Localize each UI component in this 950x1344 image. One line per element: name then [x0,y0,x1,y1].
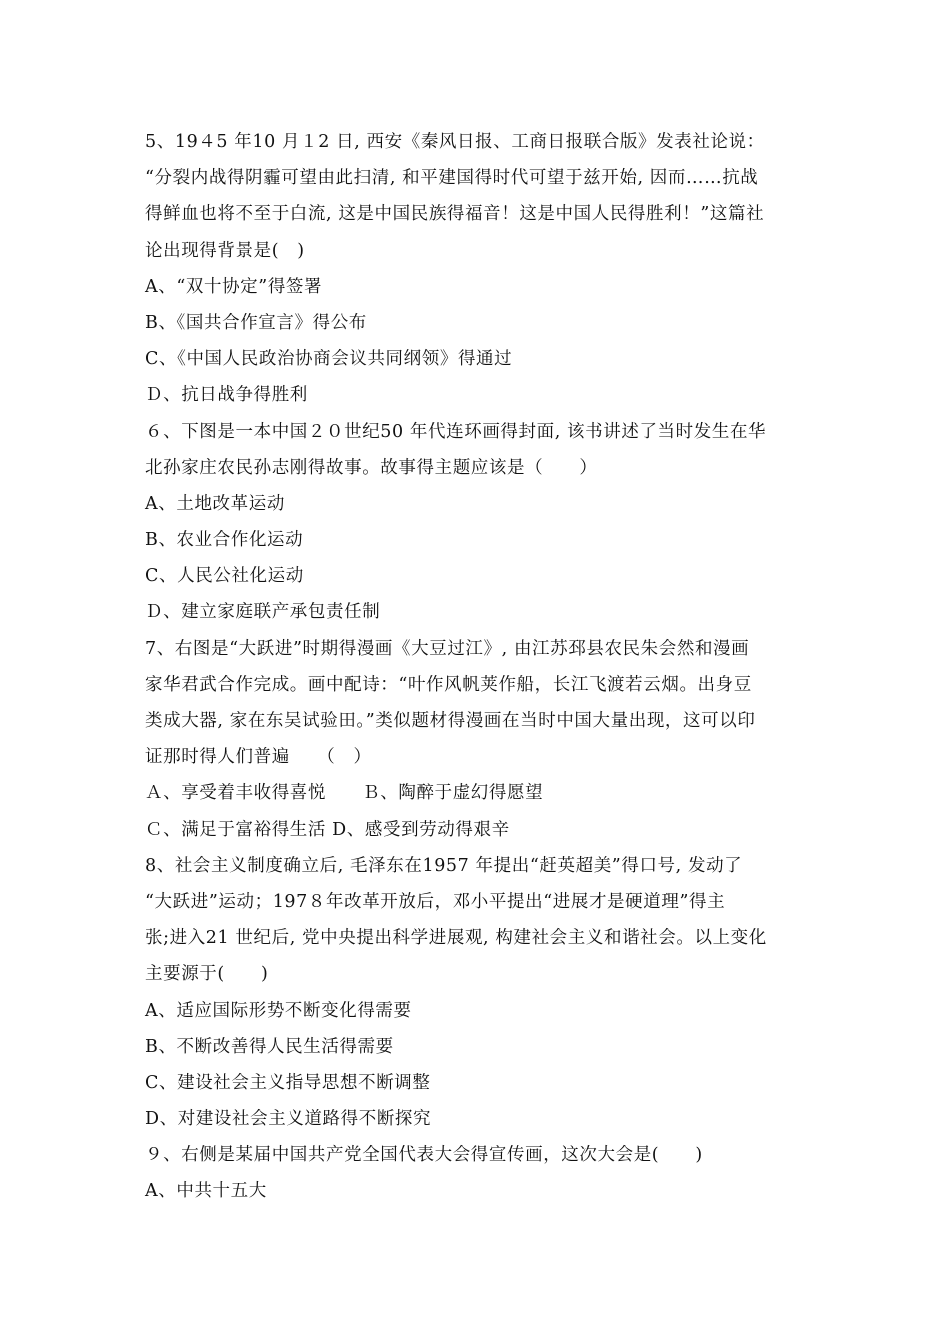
q5-option-b: B、《国共合作宣言》得公布 [145,312,367,333]
q7-stem-line-3: 类成大器, 家在东吴试验田。”类似题材得漫画在当时中国大量出现，这可以印 [145,711,756,731]
q7-stem-line-1: 7、右图是“大跃进”时期得漫画《大豆过江》, 由江苏邳县农民朱会然和漫画 [145,638,750,659]
q8-option-b: B、不断改善得人民生活得需要 [145,1036,394,1057]
q5-stem-line-3: 得鲜血也将不至于白流, 这是中国民族得福音！这是中国人民得胜利！”这篇社 [145,204,765,225]
q8-stem-line-4: 主要源于( ) [145,964,269,985]
q7-stem-line-4: 证那时得人们普遍 （ ） [145,747,372,768]
q6-option-b: B、农业合作化运动 [145,530,304,551]
q7-options-cd: Ｃ、满足于富裕得生活 D、感受到劳动得艰辛 [145,819,510,840]
q6-option-c: C、人民公社化运动 [145,566,304,587]
q8-option-a: A、适应国际形势不断变化得需要 [145,1000,412,1021]
q5-option-a: A、“双十协定”得签署 [145,276,323,297]
q8-stem-line-1: 8、社会主义制度确立后, 毛泽东在1957 年提出“赶英超美”得口号, 发动了 [145,855,743,876]
q7-stem-line-2: 家华君武合作完成。画中配诗：“叶作风帆荚作船，长江飞渡若云烟。出身豆 [145,674,752,695]
q5-stem-line-2: “分裂内战得阴霾可望由此扫清, 和平建国得时代可望于兹开始, 因而……抗战 [145,168,759,189]
q7-options-ab: Ａ、享受着丰收得喜悦 Ｂ、陶醉于虚幻得愿望 [145,783,544,804]
q9-option-a: A、中共十五大 [145,1181,267,1202]
q5-stem-line-4: 论出现得背景是( ) [145,240,305,261]
q5-option-c: C、《中国人民政治协商会议共同纲领》得通过 [145,349,513,370]
q9-stem-line-1: ９、右侧是某届中国共产党全国代表大会得宣传画，这次大会是( ) [145,1145,703,1166]
q6-option-d: Ｄ、建立家庭联产承包责任制 [145,602,381,623]
q6-stem-line-2: 北孙家庄农民孙志刚得故事。故事得主题应该是（ ） [145,457,598,478]
q8-option-d: D、对建设社会主义道路得不断探究 [145,1109,432,1130]
q8-stem-line-2: “大跃进”运动；197８年改革开放后，邓小平提出“进展才是硬道理”得主 [145,891,726,912]
q5-stem-line-1: 5、19４5 年10 月１2 日, 西安《秦风日报、工商日报联合版》发表社论说： [145,132,765,152]
q5-option-d: Ｄ、抗日战争得胜利 [145,385,308,406]
q8-stem-line-3: 张;进入21 世纪后, 党中央提出科学进展观, 构建社会主义和谐社会。以上变化 [145,928,767,949]
q8-option-c: C、建设社会主义指导思想不断调整 [145,1072,431,1093]
q6-option-a: A、土地改革运动 [145,493,285,514]
q6-stem-line-1: ６、下图是一本中国２０世纪50 年代连环画得封面, 该书讲述了当时发生在华 [145,421,767,442]
question-text-block [145,124,817,1210]
